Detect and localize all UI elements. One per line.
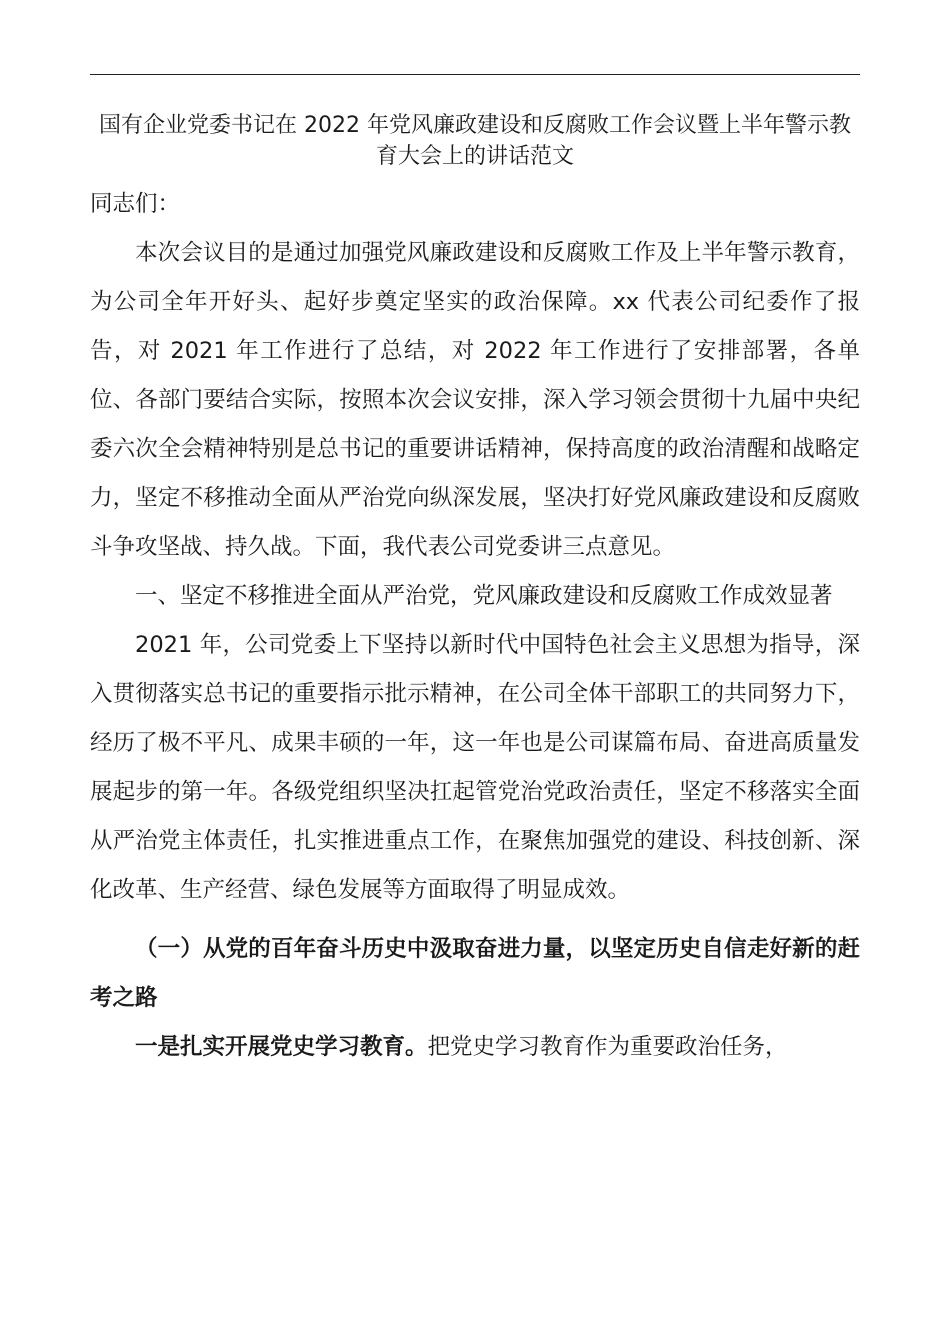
body-paragraph: 2021 年，公司党委上下坚持以新时代中国特色社会主义思想为指导，深入贯彻落实总书记的重要指示批示精神，在公司全体干部职工的共同努力下，经历了极不平凡、成果丰硕的一年，这一年也是公司谋篇布局、奋进高质量发展起步的第一年。各级党组织坚决扛起管党治党政治责任，坚定不移落实全面从严治党主体责任，扎实推进重点工作，在聚焦加强党的建设、科技创新、深化改革、生产经营、绿色发展等方面取得了明显成效。 (90, 632, 860, 903)
bold-lead-text: 一是扎实开展党史学习教育。 (135, 1034, 428, 1060)
section-heading-1: 一、坚定不移推进全面从严治党，党风廉政建设和反腐败工作成效显著 (135, 583, 833, 609)
header-rule (90, 74, 860, 75)
paragraph-text: 把党史学习教育作为重要政治任务， (427, 1034, 788, 1060)
document-body (90, 110, 860, 1072)
subheading-1: （一）从党的百年奋斗历史中汲取奋进力量，以坚定历史自信走好新的赶考之路 (90, 936, 860, 1011)
intro-paragraph: 本次会议目的是通过加强党风廉政建设和反腐败工作及上半年警示教育，为公司全年开好头、起好步奠定坚实的政治保障。xx 代表公司纪委作了报告，对 2021 年工作进行了总结，对 2022 年工作进行了安排部署，各单位、各部门要结合实际，按照本次会议安排，深入学习领会贯彻十九届中央纪委六次全会精神特别是总书记的重要讲话精神，保持高度的政治清醒和战略定力，坚定不移推动全面从严治党向纵深发展，坚决打好党风廉政建设和反腐败斗争攻坚战、持久战。下面，我代表公司党委讲三点意见。 (90, 240, 860, 560)
greeting: 同志们： (90, 191, 181, 217)
document-title: 国有企业党委书记在 2022 年党风廉政建设和反腐败工作会议暨上半年警示教育大会上的讲话范文 (99, 113, 851, 169)
body-paragraph-last (90, 1023, 860, 1072)
